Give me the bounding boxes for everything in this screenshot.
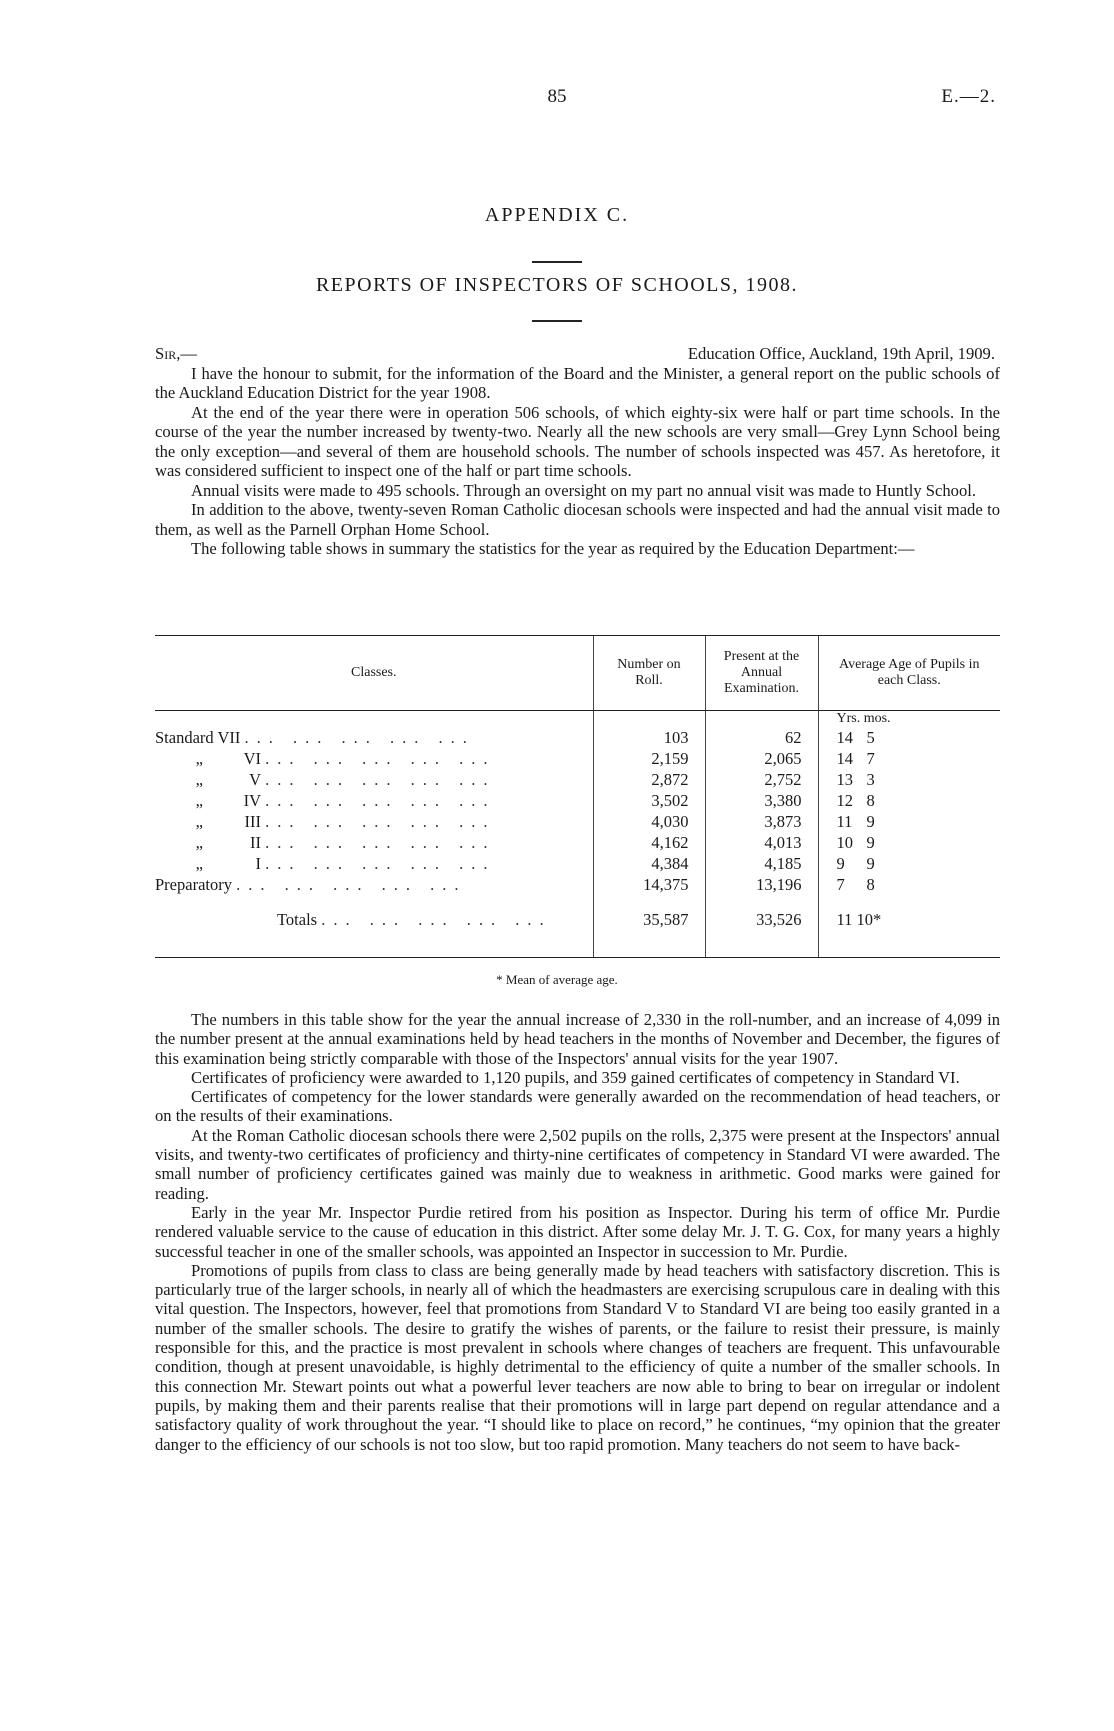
ditto-mark: „ (195, 832, 203, 852)
ditto-mark: „ (195, 811, 203, 831)
leader-dots: ... ... ... ... ... (244, 727, 475, 747)
header-classes: Classes. (155, 636, 593, 711)
leader-dots: ... ... ... ... ... (265, 811, 496, 831)
table-row (155, 874, 1000, 895)
paragraph: I have the honour to submit, for the information of the Board and the Minister, a general report on the public schools of the Auckland Education District for the year 1908. (155, 363, 1000, 402)
table-footnote: * Mean of average age. (496, 972, 618, 987)
header-age: Average Age of Pupils in each Class. (818, 636, 1000, 711)
totals-roll: 35,587 (593, 895, 705, 945)
present-cell: 3,380 (705, 790, 818, 811)
ditto-mark: „ (195, 853, 203, 873)
class-label: Standard VII (155, 727, 241, 747)
present-cell: 62 (705, 727, 818, 748)
statistics-table (155, 635, 1000, 958)
leader-dots: ... ... ... ... ... (236, 874, 467, 894)
class-label: II (250, 832, 261, 852)
salutation: Sir,— (155, 344, 197, 363)
age-months: 9 (866, 811, 875, 831)
header-present: Present at the Annual Examination. (705, 636, 818, 711)
class-label: III (244, 811, 261, 831)
present-cell: 3,873 (705, 811, 818, 832)
class-label: Preparatory (155, 874, 232, 894)
totals-row (155, 895, 1000, 945)
leader-dots: ... ... ... ... ... (321, 910, 552, 929)
leader-dots: ... ... ... ... ... (265, 769, 496, 789)
ditto-mark: „ (195, 748, 203, 768)
table-header-row (155, 636, 1000, 711)
paragraph: Promotions of pupils from class to class are being generally made by head teachers with satisfactory discretion. This is particularly true of the larger schools, in nearly all of which the headmasters are exercising scrupulous care in dealing with this vital question. The Inspectors, however, feel that promotions from Standard V to Standard VI are being too easily granted in a number of the smaller schools. The desire to gratify the wishes of parents, or the failure to resist their pressure, is mainly responsible for this, and the practice is most prevalent in schools where changes of teachers are frequent. This unfavourable condition, though at present unavoidable, is highly detrimental to the efficiency of quite a number of the smaller schools. In this connection Mr. Stewart points out what a powerful lever teachers are now able to bring to bear on irregular or indolent pupils, by making them and their parents realise that their promotions will in large part depend on regular attendance and a satisfactory quality of work throughout the year. “I should like to place on record,” he continues, “my opinion that the greater danger to the efficiency of our schools is not too slow, but too rapid promotion. Many teachers do not seem to have back- (155, 1260, 1000, 1454)
age-years: 12 (836, 790, 853, 810)
class-label: VI (243, 748, 261, 768)
paragraph: At the Roman Catholic diocesan schools there were 2,502 pupils on the rolls, 2,375 were present at the Inspectors' annual visits, and twenty-two certificates of proficiency and thirty-nine certificates of competency in Standard VI were awarded. The small number of proficiency certificates gained was mainly due to weakness in arithmetic. Good marks were gained for reading. (155, 1125, 1000, 1203)
class-label: IV (243, 790, 261, 810)
age-months: 7 (866, 748, 875, 768)
totals-label: Totals (277, 910, 318, 929)
leader-dots: ... ... ... ... ... (265, 832, 496, 852)
appendix-title: APPENDIX C. (484, 204, 630, 226)
age-months: 3 (866, 769, 875, 789)
ditto-mark: „ (195, 790, 203, 810)
roll-cell: 3,502 (593, 790, 705, 811)
table-row (155, 811, 1000, 832)
leader-dots: ... ... ... ... ... (265, 790, 496, 810)
class-label: V (249, 769, 261, 789)
table-row (155, 748, 1000, 769)
table-row (155, 769, 1000, 790)
report-body (155, 1010, 1000, 1454)
age-years: 7 (836, 874, 845, 894)
report-title: REPORTS OF INSPECTORS OF SCHOOLS, 1908. (315, 274, 799, 296)
roll-cell: 4,162 (593, 832, 705, 853)
age-months: 8 (866, 874, 875, 894)
paragraph: At the end of the year there were in operation 506 schools, of which eighty-six were half or part time schools. In the course of the year the number increased by twenty-two. Nearly all the new schools are very small—Grey Lynn School being the only exception—and several of them are household schools. The number of schools inspected was 457. As heretofore, it was considered sufficient to inspect one of the half or part time schools. (155, 402, 1000, 480)
title-divider (532, 320, 582, 322)
leader-dots: ... ... ... ... ... (265, 853, 496, 873)
header-roll: Number on Roll. (593, 636, 705, 711)
age-years: 10 (836, 832, 853, 852)
roll-cell: 103 (593, 727, 705, 748)
page-number: 85 (547, 86, 567, 107)
present-cell: 13,196 (705, 874, 818, 895)
series-code: E.—2. (941, 86, 996, 107)
place-date: Education Office, Auckland, 19th April, 1909. (687, 344, 995, 363)
age-years: 14 (836, 727, 853, 747)
present-cell: 2,752 (705, 769, 818, 790)
present-cell: 2,065 (705, 748, 818, 769)
roll-cell: 4,384 (593, 853, 705, 874)
paragraph: In addition to the above, twenty-seven Roman Catholic diocesan schools were inspected and had the annual visit made to them, as well as the Parnell Orphan Home School. (155, 500, 1000, 539)
table-row (155, 790, 1000, 811)
age-months: 9 (866, 832, 875, 852)
title-divider (532, 261, 582, 263)
units-label: Yrs. mos. (818, 711, 1000, 728)
paragraph: Early in the year Mr. Inspector Purdie retired from his position as Inspector. During his term of office Mr. Purdie rendered valuable service to the cause of education in this district. After some delay Mr. J. T. G. Cox, for many years a highly successful teacher in one of the smaller schools, was appointed an Inspector in succession to Mr. Purdie. (155, 1202, 1000, 1261)
leader-dots: ... ... ... ... ... (265, 748, 496, 768)
age-months: 5 (866, 727, 875, 747)
totals-present: 33,526 (705, 895, 818, 945)
class-label: I (255, 853, 261, 873)
age-years: 9 (836, 853, 845, 873)
units-row (155, 711, 1000, 728)
table-row (155, 832, 1000, 853)
table-row (155, 853, 1000, 874)
table-bottom-rule (155, 945, 1000, 958)
age-years: 14 (836, 748, 853, 768)
age-years: 13 (836, 769, 853, 789)
paragraph: Annual visits were made to 495 schools. Through an oversight on my part no annual visit was made to Huntly School. (191, 480, 977, 500)
paragraph: The following table shows in summary the statistics for the year as required by the Education Department:— (191, 539, 915, 558)
paragraph: Certificates of proficiency were awarded to 1,120 pupils, and 359 gained certificates of competency in Standard VI. (191, 1067, 960, 1087)
roll-cell: 4,030 (593, 811, 705, 832)
age-months: 9 (866, 853, 875, 873)
roll-cell: 2,159 (593, 748, 705, 769)
totals-age: 11 10* (818, 895, 1000, 945)
present-cell: 4,185 (705, 853, 818, 874)
present-cell: 4,013 (705, 832, 818, 853)
ditto-mark: „ (195, 769, 203, 789)
age-months: 8 (866, 790, 875, 810)
table-row (155, 727, 1000, 748)
paragraph: The numbers in this table show for the year the annual increase of 2,330 in the roll-number, and an increase of 4,099 in the number present at the annual examinations held by head teachers in the months of November and December, the figures of this examination being strictly comparable with those of the Inspectors' annual visits for the year 1907. (155, 1010, 1000, 1068)
salutation-line (155, 344, 1000, 364)
paragraph: Certificates of competency for the lower standards were generally awarded on the recommendation of head teachers, or on the results of their examinations. (155, 1087, 1000, 1126)
age-years: 11 (836, 811, 853, 831)
roll-cell: 14,375 (593, 874, 705, 895)
letter-text (155, 344, 1000, 559)
roll-cell: 2,872 (593, 769, 705, 790)
